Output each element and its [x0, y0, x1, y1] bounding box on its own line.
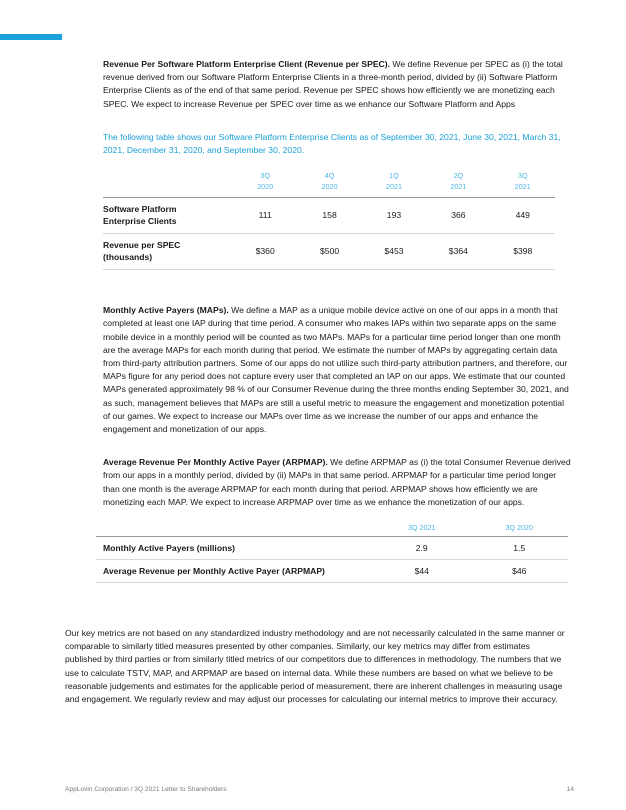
map-term: Monthly Active Payers (MAPs). [103, 305, 229, 316]
col-header: 3Q 2020 [505, 523, 534, 533]
row-label: Monthly Active Payers (millions) [103, 543, 235, 554]
spec-term: Revenue Per Software Platform Enterprise Client (Revenue per SPEC). [103, 59, 391, 69]
table-cell: 1.5 [513, 543, 526, 554]
table-row [96, 537, 568, 560]
closing-paragraph: Our key metrics are not based on any standardized industry methodology and are not necessarily calculated in the same manner or comparable to similarly titled measures presented by other companies. Similarly, our key metrics may differ from estimates published by third parties or from similarly titled metrics of our competitors due to differences in methodology. The numbers that we use to calculate TSTV, MAP, and ARPMAP are based on internal data. While these numbers are based on what we believe to be reasonable judgements and estimates for the applicable period of measurement, there are inherent challenges in measuring usage and engagement. We regularly review and may adjust our processes for calculating our internal metrics to improve their accuracy. [65, 628, 565, 705]
arpmap-definition [103, 456, 573, 509]
row-label: Revenue per SPEC (thousands) [103, 240, 181, 262]
table-cell: 366 [451, 209, 466, 220]
col-header: 2Q 2021 [450, 171, 467, 191]
table-row [96, 560, 568, 583]
table-cell: $44 [414, 566, 429, 577]
table-row [103, 234, 555, 270]
accent-bar [0, 34, 62, 40]
spec-table-header [103, 171, 555, 198]
table-cell: $364 [448, 245, 468, 256]
page-number: 14 [566, 786, 574, 793]
map-table [96, 523, 568, 583]
table-cell: $453 [384, 245, 404, 256]
table-cell: 111 [258, 209, 272, 220]
map-definition [103, 304, 573, 436]
table-cell: $46 [512, 566, 527, 577]
arpmap-body: We define ARPMAP as (i) the total Consumer Revenue derived from our apps in a monthly period, divided by (ii) MAPs in that same period. ARPMAP for a particular time period longer than one month is the average ARPMAP for each month during that period. ARPMAP shows how efficiently we are monetizing each MAP. We expect to increase ARPMAP over time as we enhance the monetization of our apps. [103, 457, 571, 507]
table-cell: 193 [386, 209, 402, 220]
footer-title: AppLovin Corporation / 3Q 2021 Letter to Shareholders [65, 786, 227, 793]
col-header: 3Q 2021 [514, 171, 531, 191]
col-header: 3Q 2020 [257, 171, 274, 191]
main-content [103, 58, 573, 583]
map-body: We define a MAP as a unique mobile device active on one of our apps in a month that completed at least one IAP during that time period. A consumer who makes IAPs within two separate apps on the same mobile device in a monthly period will be counted as two MAPs. MAPs for a particular time period longer than one month are the average MAPs for each month during that period. We estimate the number of MAPs by aggregating certain data from third-party attribution partners. Some of our apps do not utilize such third-party attribution partners, and therefore, our MAPs figure for any period does not capture every user that completed an IAP on our apps. We estimate that our counted MAPs generated approximately 98 % of our Consumer Revenue during the three months ending September 30, 2021, and as such, management believes that MAPs are still a useful metric to measure the engagement and monetization potential of our games. We expect to increase our MAPs over time as we increase the number of our apps and enhance the engagement and monetization of our apps. [103, 305, 569, 435]
spec-table [103, 171, 555, 270]
col-header: 3Q 2021 [407, 523, 436, 533]
col-header: 1Q 2021 [385, 171, 402, 191]
map-table-header [96, 523, 568, 537]
spec-definition [103, 58, 573, 111]
row-label: Software Platform Enterprise Clients [103, 204, 177, 226]
table-cell: $500 [320, 245, 340, 256]
table1-intro: The following table shows our Software Platform Enterprise Clients as of September 30, 2021, June 30, 2021, March 31, 2021, December 31, 2020, and September 30, 2020. [103, 131, 561, 156]
spec-body: We define Revenue per SPEC as (i) the total revenue derived from our Software Platform Enterprise Clients in a three-month period, divided by (ii) Software Platform Enterprise Clients as of the end of that same period. Revenue per SPEC shows how efficiently we are monetizing each SPEC. We expect to increase Revenue per SPEC over time as we enhance our Software Platform and Apps [103, 59, 563, 109]
row-label: Average Revenue per Monthly Active Payer (ARPMAP) [103, 566, 325, 577]
table-cell: 158 [322, 209, 337, 220]
arpmap-term: Average Revenue Per Monthly Active Payer (ARPMAP). [103, 457, 328, 468]
table-cell: $398 [513, 245, 533, 256]
table-cell: 449 [515, 209, 530, 220]
table-row [103, 198, 555, 234]
table-cell: $360 [255, 245, 275, 256]
page-footer [65, 786, 574, 793]
table-cell: 2.9 [415, 543, 428, 554]
col-header: 4Q 2020 [321, 171, 338, 191]
